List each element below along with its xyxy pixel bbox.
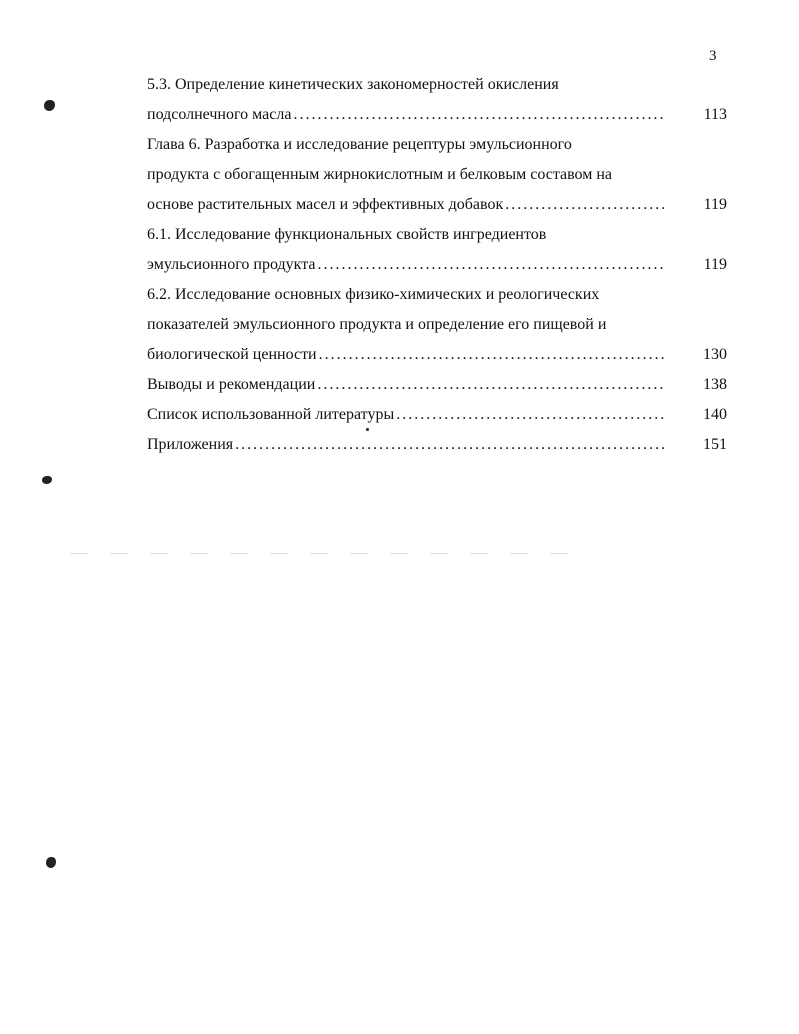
toc-page-ref: 151 bbox=[703, 436, 727, 453]
toc-entry-conclusions bbox=[147, 370, 727, 400]
page-number: 3 bbox=[709, 48, 717, 64]
toc-page-ref: 119 bbox=[703, 196, 727, 213]
dot-leader bbox=[317, 250, 665, 280]
toc-entry-text-line: биологической ценности bbox=[147, 346, 317, 363]
dot-leader bbox=[293, 100, 665, 130]
dot-leader bbox=[317, 370, 665, 400]
scan-speck bbox=[42, 476, 52, 484]
toc-entry-text-line: показателей эмульсионного продукта и определение его пищевой и bbox=[147, 316, 607, 333]
dot-leader bbox=[319, 340, 665, 370]
toc-page-ref: 140 bbox=[703, 406, 727, 423]
toc-entry-text-line: Приложения bbox=[147, 436, 234, 453]
toc-entry-appendices bbox=[147, 430, 727, 460]
dot-leader bbox=[396, 400, 665, 430]
toc-entry-text-line: Список использованной литературы bbox=[147, 406, 395, 423]
toc-page-ref: 138 bbox=[703, 376, 727, 393]
toc-entry-references bbox=[147, 400, 727, 430]
toc-entry-text-line: Глава 6. Разработка и исследование рецептуры эмульсионного bbox=[147, 136, 572, 153]
scan-speck bbox=[46, 857, 56, 868]
toc-entry-6-1 bbox=[147, 220, 727, 280]
toc-page-ref: 113 bbox=[703, 106, 727, 123]
toc-entry-text-line: 5.3. Определение кинетических закономерностей окисления bbox=[147, 76, 559, 93]
toc-entry-text-line: подсолнечного масла bbox=[147, 106, 292, 123]
scan-speck bbox=[44, 100, 55, 111]
toc-entry-text-line: 6.1. Исследование функциональных свойств ингредиентов bbox=[147, 226, 547, 243]
toc-entry-5-3 bbox=[147, 70, 727, 130]
toc-entry-text-line: основе растительных масел и эффективных добавок bbox=[147, 196, 504, 213]
toc-entry-text-line: Выводы и рекомендации bbox=[147, 376, 316, 393]
toc-entry-6-2 bbox=[147, 280, 727, 370]
toc-entry-text-line: продукта с обогащенным жирнокислотным и белковым составом на bbox=[147, 166, 613, 183]
toc-entry-text-line: эмульсионного продукта bbox=[147, 256, 316, 273]
toc-entry-text-line: 6.2. Исследование основных физико-химических и реологических bbox=[147, 286, 600, 303]
dot-leader bbox=[505, 190, 665, 220]
scan-artifact-line bbox=[70, 553, 590, 554]
table-of-contents bbox=[147, 70, 727, 460]
dot-leader bbox=[235, 430, 665, 460]
toc-page-ref: 130 bbox=[703, 346, 727, 363]
toc-entry-chapter-6 bbox=[147, 130, 727, 220]
toc-page-ref: 119 bbox=[703, 256, 727, 273]
